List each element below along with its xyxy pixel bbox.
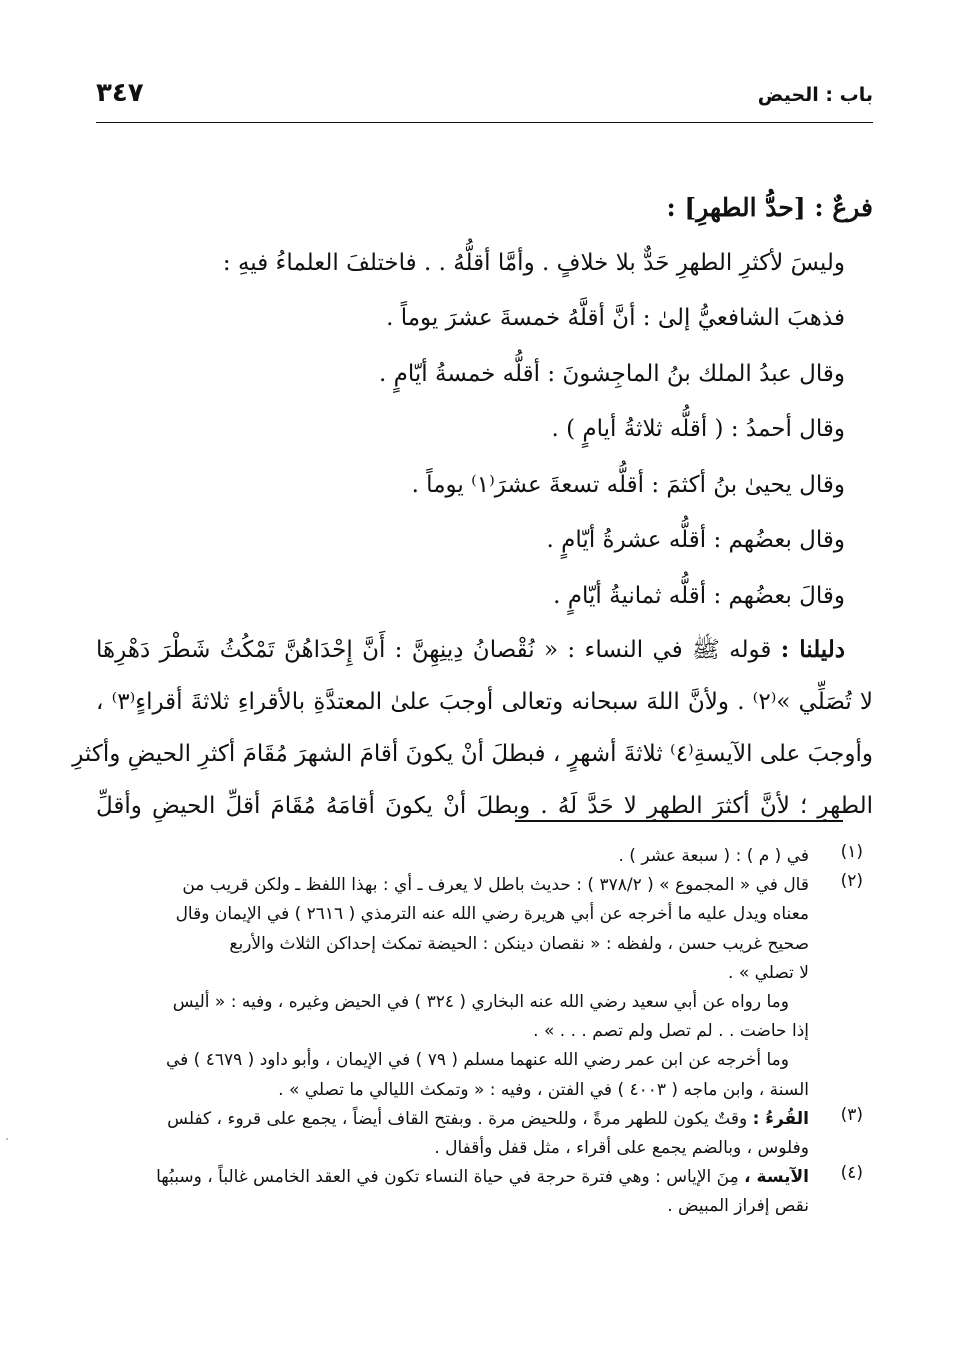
text-line: وقال عبدُ الملك بنُ الماجِشونَ : أقلُّه خمسةُ أيّامٍ .: [379, 360, 845, 387]
text-line: وليسَ لأكثرِ الطهرِ حَدٌّ بلا خلافٍ . وأمَّا أقلُّهُ . . فاختلفَ العلماءُ فيهِ :: [222, 249, 845, 276]
evidence-text: قوله ﷺ في النساء : « نُقْصانُ دِينِهِنَّ : أَنَّ إِحْدَاهُنَّ تَمْكُثُ شَطْرَ دَهْرِهَا: [96, 637, 772, 663]
footnote-term: القُرءُ :: [752, 1108, 809, 1129]
footnote-line: الآيسة ، مِنَ الإياس : وهي فترة حرجة في حياة النساء تكون في العقد الخامس غالباً ، وسببُها: [156, 1167, 809, 1188]
text-line: وقالَ بعضُهم : أقلُّه ثمانيةُ أيّامٍ .: [553, 582, 845, 609]
text-line: لا تُصَلِّي »⁽٢⁾ . ولأنَّ اللهَ سبحانه وتعالى أوجبَ علىٰ المعتدَّةِ بالأقراءِ ثلاثةَ أقراءٍ⁽٣⁾ ،: [96, 689, 874, 715]
footnote-line: السنة ، وابن ماجه ( ٤٠٠٣ ) في الفتن ، وفيه : « وتمكث الليالي ما تصلي » .: [278, 1079, 809, 1100]
footnote-number: (٣): [840, 1104, 863, 1125]
footnote: [96, 1163, 873, 1221]
footnote-number: (١): [840, 842, 863, 862]
footnotes: [96, 842, 873, 1221]
footnote-line: وما رواه عن أبي سعيد رضي الله عنه البخاري ( ٣٢٤ ) في الحيض وغيره ، وفيه : « أليس: [172, 991, 789, 1012]
chapter-title: باب : الحيض: [757, 84, 873, 106]
text-line: فذهبَ الشافعيُّ إلىٰ : أنَّ أقلَّهُ خمسةَ عشرَ يوماً .: [386, 305, 845, 331]
footnote: [96, 871, 873, 1105]
main-text: [72, 180, 874, 832]
footnote: [96, 1105, 873, 1163]
evidence-paragraph: [72, 624, 874, 832]
footnote-number: (٢): [840, 871, 863, 892]
footnote-line: القُرءُ : وقتٌ يكون للطهر مرةً ، وللحيض مرة . وبفتح القاف أيضاً ، يجمع على قروء ، كفلس: [167, 1108, 809, 1129]
scan-artifact: [6, 1138, 8, 1140]
text-line: وقال يحيىٰ بنُ أكثمَ : أقلُّه تسعةَ عشرَ⁽١⁾ يوماً .: [411, 471, 845, 498]
footnote-line: نقص إفراز المبيض .: [667, 1196, 809, 1217]
footnote-number: (٤): [840, 1163, 863, 1184]
text-line: وقال بعضُهم : أقلُّه عشرةُ أيّامٍ .: [546, 527, 845, 553]
footnote-term: الآيسة ،: [744, 1167, 809, 1188]
evidence-label: دليلنا :: [780, 636, 845, 663]
text-line: وأوجبَ على الآيسةِ⁽٤⁾ ثلاثةَ أشهرٍ ، فبطلَ أنْ يكونَ أقامَ الشهرَ مُقَامَ أكثرِ الحيضِ وأكثرِ: [72, 741, 873, 767]
footnote: [96, 842, 873, 871]
page-header: [96, 80, 873, 123]
footnote-line: لا تصلي » .: [728, 962, 809, 983]
text-line: وقال أحمدُ : ( أقلُّه ثلاثةُ أيامٍ ) .: [551, 416, 845, 442]
footnote-line: إذا حاضت . . لم تصل ولم تصم . . . » .: [533, 1021, 809, 1042]
footnote-line: وفلوس ، وبالضم يجمع على أقراء ، مثل قفل وأقفال .: [434, 1137, 809, 1158]
page-number: ٣٤٧: [96, 78, 144, 108]
footnote-line: معناه ويدل عليه ما أخرجه عن أبي هريرة رضي الله عنه الترمذي ( ٢٦١٦ ) في الإيمان وقال: [175, 904, 809, 925]
footnote-divider: [515, 820, 843, 822]
text-line: [96, 624, 873, 676]
footnote-line: وما أخرجه عن ابن عمر رضي الله عنهما مسلم ( ٧٩ ) في الإيمان ، وأبو داود ( ٤٦٧٩ ) في: [165, 1050, 789, 1071]
footnote-line: في ( م ) : ( سبعة عشر ) .: [618, 846, 809, 866]
section-heading: فرعٌ : [حدُّ الطهرِ] :: [666, 193, 873, 222]
text-line: الطهرِ ؛ لأنَّ أكثرَ الطهرِ لا حَدَّ لَهُ . وبطلَ أنْ يكونَ أقامَهُ مُقَامَ أقلِّ الحيضِ وأقلِّ: [96, 793, 873, 819]
footnote-line: قال في « المجموع » ( ٣٧٨/٢ ) : حديث باطل لا يعرف ـ أي : بهذا اللفظ ـ ولكن قريب من: [182, 875, 809, 896]
footnote-line: صحيح غريب حسن ، ولفظه : « نقصان دينكن : الحيضة تمكث إحداكن الثلاث والأربع: [229, 933, 809, 954]
